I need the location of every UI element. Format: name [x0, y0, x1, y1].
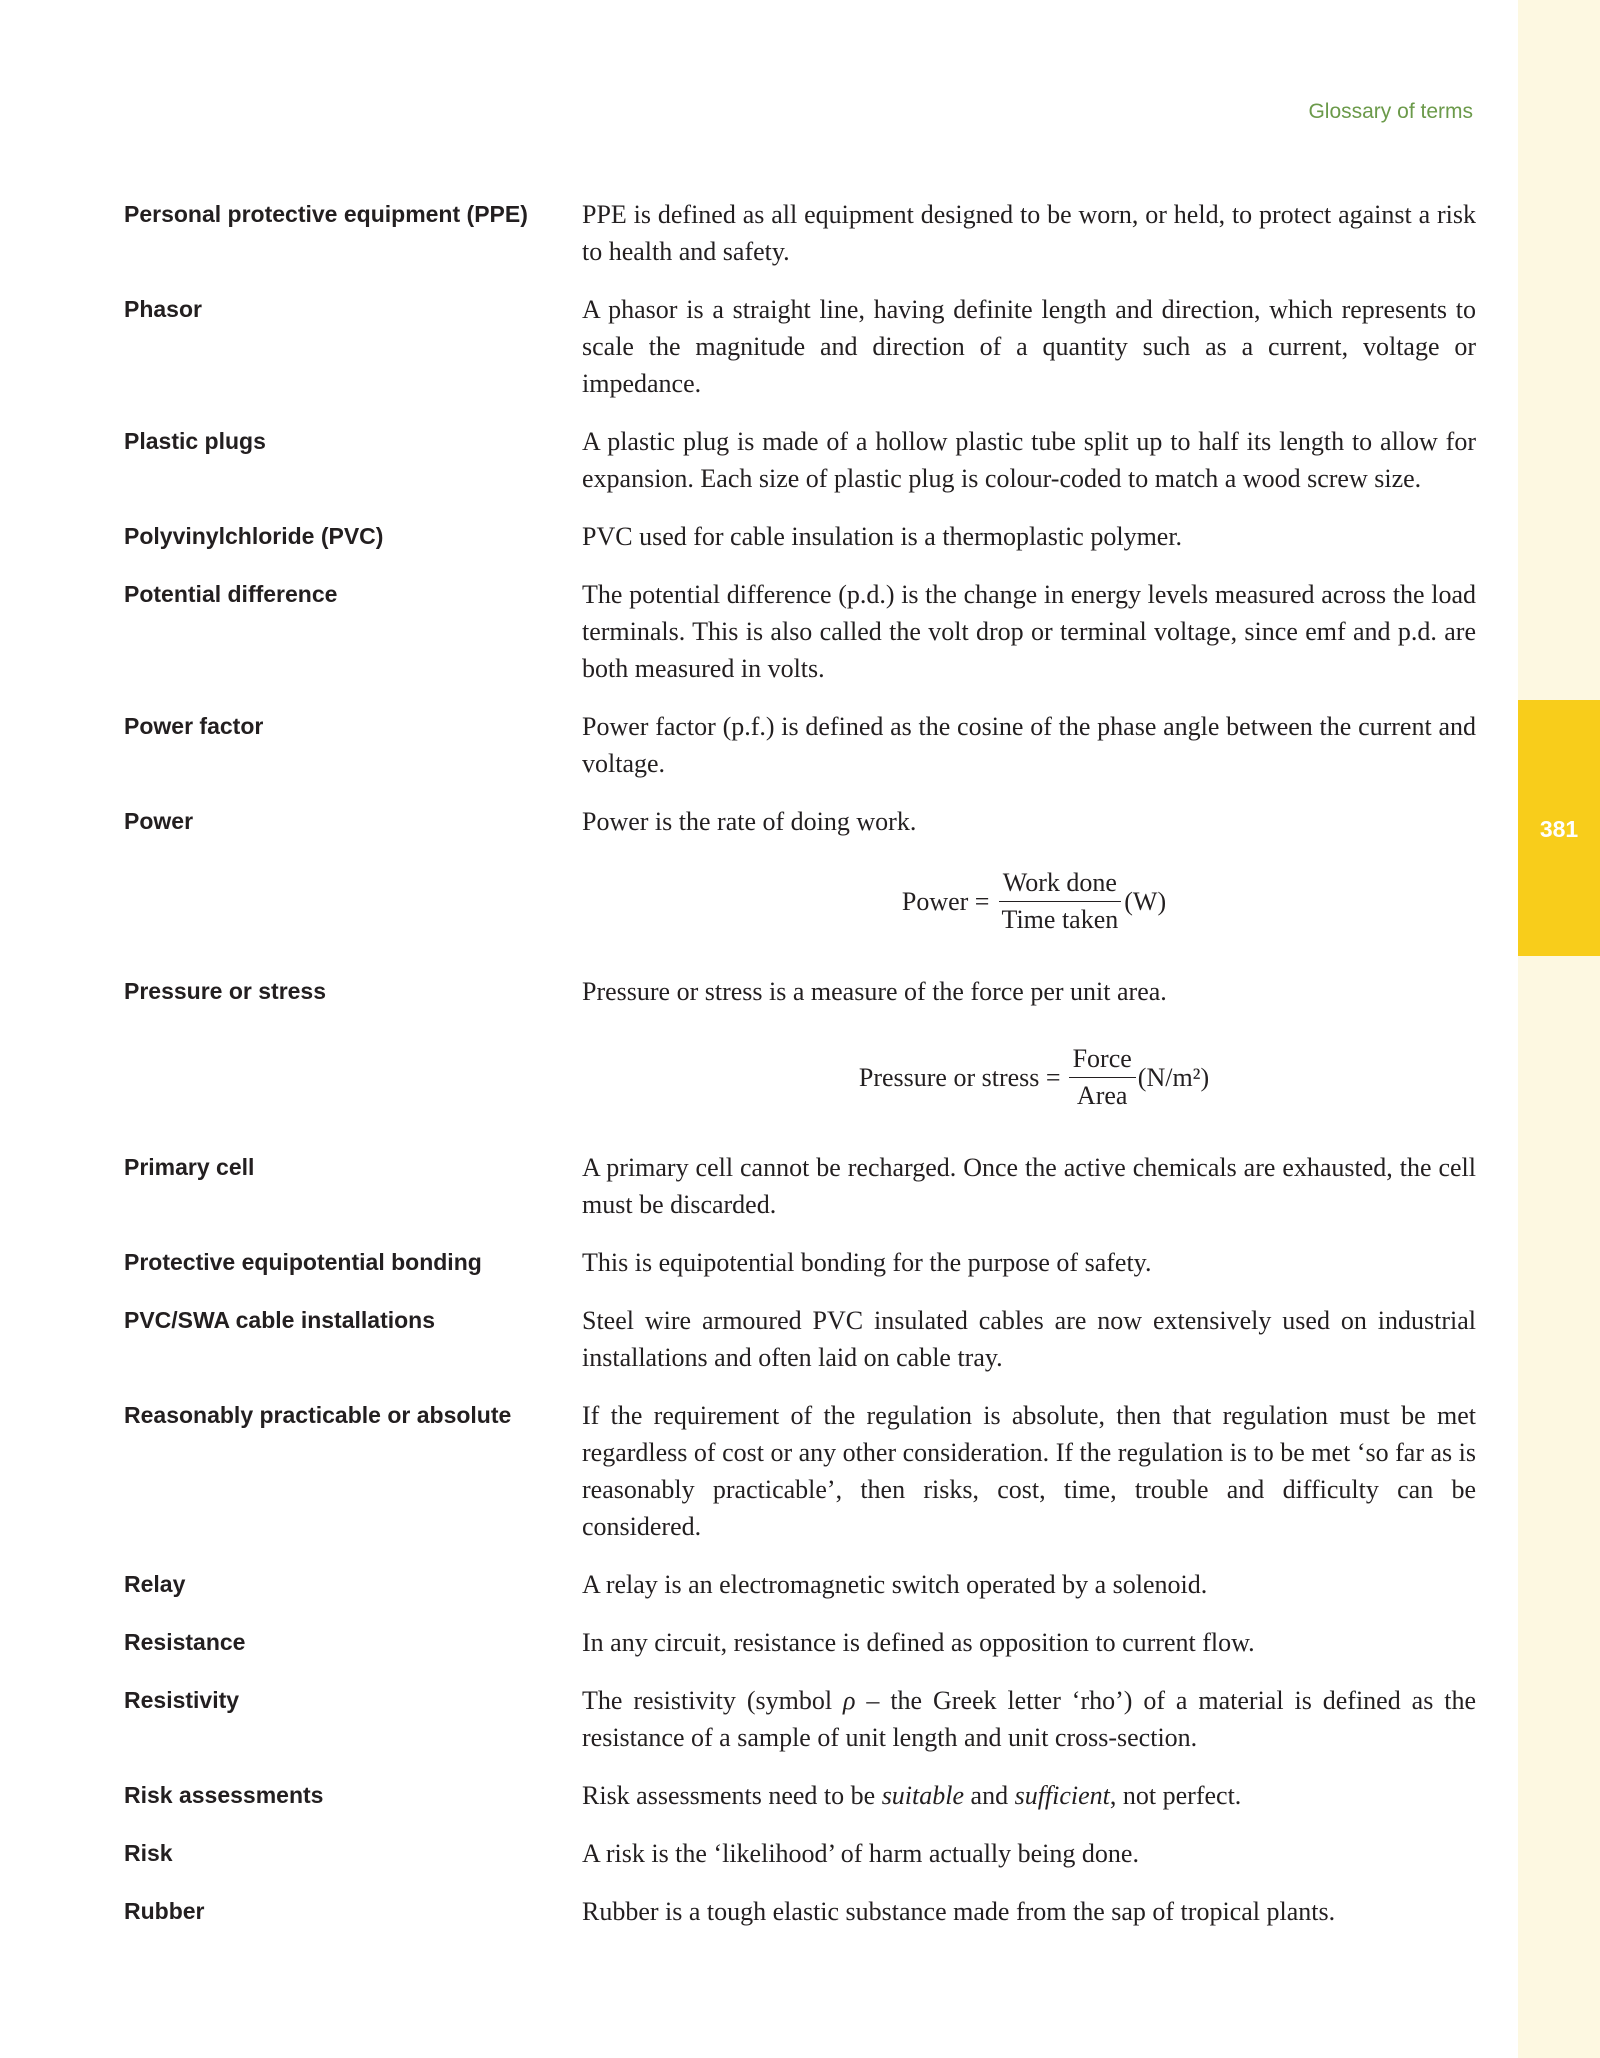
- glossary-list: [124, 196, 1476, 1930]
- glossary-definition: Pressure or stress is a measure of the force per unit area.: [582, 977, 1167, 1006]
- glossary-entry-plastic-plugs: [124, 423, 1476, 497]
- definition-text: The resistivity (symbol: [582, 1686, 843, 1715]
- glossary-term: Resistivity: [124, 1687, 240, 1713]
- formula-fraction: [1069, 1044, 1136, 1111]
- glossary-term: Relay: [124, 1571, 186, 1597]
- glossary-entry-pvc-swa: [124, 1302, 1476, 1376]
- glossary-term: Power: [124, 808, 194, 834]
- glossary-term: Potential difference: [124, 581, 338, 607]
- formula-unit: (W): [1124, 887, 1167, 916]
- glossary-term: Phasor: [124, 296, 202, 322]
- glossary-definition: Power factor (p.f.) is defined as the cosine of the phase angle between the current and voltage.: [582, 712, 1476, 778]
- glossary-entry-reasonably-practicable: [124, 1397, 1476, 1545]
- glossary-term: Protective equipotential bonding: [124, 1249, 482, 1275]
- glossary-term: Power factor: [124, 713, 264, 739]
- glossary-entry-relay: [124, 1566, 1476, 1603]
- rho-symbol: ρ: [842, 1686, 856, 1715]
- glossary-term: Personal protective equipment (PPE): [124, 201, 528, 227]
- glossary-definition: [582, 1682, 1476, 1756]
- glossary-definition: PVC used for cable insulation is a thermoplastic polymer.: [582, 522, 1183, 551]
- emphasis-suitable: suitable: [881, 1781, 965, 1810]
- glossary-entry-ppe: [124, 196, 1476, 270]
- glossary-definition: PPE is defined as all equipment designed to be worn, or held, to protect against a risk to health and safety.: [582, 200, 1476, 266]
- glossary-term: Reasonably practicable or absolute: [124, 1402, 512, 1428]
- glossary-entry-resistivity: [124, 1682, 1476, 1756]
- glossary-entry-potential-difference: [124, 576, 1476, 687]
- glossary-entry-risk: [124, 1835, 1476, 1872]
- glossary-definition: A plastic plug is made of a hollow plastic tube split up to half its length to allow for expansion. Each size of plastic plug is colour-coded to match a wood screw size.: [582, 427, 1476, 493]
- glossary-term: Risk assessments: [124, 1782, 324, 1808]
- glossary-definition: [582, 1777, 1476, 1814]
- definition-text: – the Greek letter ‘rho’) of a material is defined as the resistance of a sample of unit length and unit cross-section.: [582, 1686, 1476, 1752]
- formula-lhs: Pressure or stress =: [858, 1063, 1061, 1092]
- formula-numerator: Force: [1069, 1044, 1136, 1078]
- glossary-entry-phasor: [124, 291, 1476, 402]
- glossary-entry-power-factor: [124, 708, 1476, 782]
- formula-lhs: Power =: [901, 887, 990, 916]
- glossary-definition: If the requirement of the regulation is absolute, then that regulation must be met regardless of cost or any other consideration. If the regulation is to be met ‘so far as is reasonably practicable’, then risks, cost, time, trouble and difficulty can be considered.: [582, 1401, 1476, 1541]
- glossary-term: Resistance: [124, 1629, 246, 1655]
- glossary-entry-rubber: [124, 1893, 1476, 1930]
- glossary-entry-pressure-or-stress: [124, 973, 1476, 1111]
- glossary-entry-risk-assessments: [124, 1777, 1476, 1814]
- glossary-term: Plastic plugs: [124, 428, 266, 454]
- glossary-definition: Rubber is a tough elastic substance made from the sap of tropical plants.: [582, 1897, 1336, 1926]
- glossary-definition: A primary cell cannot be recharged. Once the active chemicals are exhausted, the cell must be discarded.: [582, 1153, 1476, 1219]
- definition-text: and: [964, 1781, 1015, 1810]
- glossary-definition: A risk is the ‘likelihood’ of harm actually being done.: [582, 1839, 1139, 1868]
- formula-numerator: Work done: [999, 868, 1121, 902]
- glossary-term: Pressure or stress: [124, 978, 327, 1004]
- formula-unit: (N/m²): [1137, 1063, 1210, 1092]
- formula-denominator: Area: [1076, 1081, 1128, 1110]
- glossary-definition: The potential difference (p.d.) is the change in energy levels measured across the load terminals. This is also called the volt drop or terminal voltage, since emf and p.d. are both measured in volts.: [582, 580, 1476, 683]
- emphasis-sufficient: sufficient: [1014, 1781, 1110, 1810]
- glossary-definition: Power is the rate of doing work.: [582, 807, 917, 836]
- glossary-term: Polyvinylchloride (PVC): [124, 523, 384, 549]
- glossary-entry-power: [124, 803, 1476, 935]
- glossary-definition: Steel wire armoured PVC insulated cables are now extensively used on industrial installations and often laid on cable tray.: [582, 1306, 1476, 1372]
- glossary-definition: This is equipotential bonding for the purpose of safety.: [582, 1248, 1152, 1277]
- glossary-entry-pvc: [124, 518, 1476, 555]
- power-formula: [582, 868, 1476, 935]
- definition-text: Risk assessments need to be: [582, 1781, 882, 1810]
- glossary-definition: A relay is an electromagnetic switch operated by a solenoid.: [582, 1570, 1208, 1599]
- pressure-formula: [582, 1044, 1476, 1111]
- glossary-term: Rubber: [124, 1898, 205, 1924]
- glossary-term: Risk: [124, 1840, 173, 1866]
- running-head: Glossary of terms: [1308, 100, 1473, 123]
- glossary-definition: In any circuit, resistance is defined as opposition to current flow.: [582, 1628, 1255, 1657]
- glossary-entry-protective-bonding: [124, 1244, 1476, 1281]
- glossary-entry-primary-cell: [124, 1149, 1476, 1223]
- page-number: 381: [1539, 816, 1579, 842]
- glossary-term: Primary cell: [124, 1154, 255, 1180]
- glossary-term: PVC/SWA cable installations: [124, 1307, 436, 1333]
- side-margin-strip: [1518, 0, 1600, 2058]
- glossary-entry-resistance: [124, 1624, 1476, 1661]
- formula-fraction: [997, 868, 1122, 935]
- definition-text: , not perfect.: [1109, 1781, 1242, 1810]
- glossary-definition: A phasor is a straight line, having definite length and direction, which represents to scale the magnitude and direction of a quantity such as a current, voltage or impedance.: [582, 295, 1476, 398]
- formula-denominator: Time taken: [1001, 905, 1119, 934]
